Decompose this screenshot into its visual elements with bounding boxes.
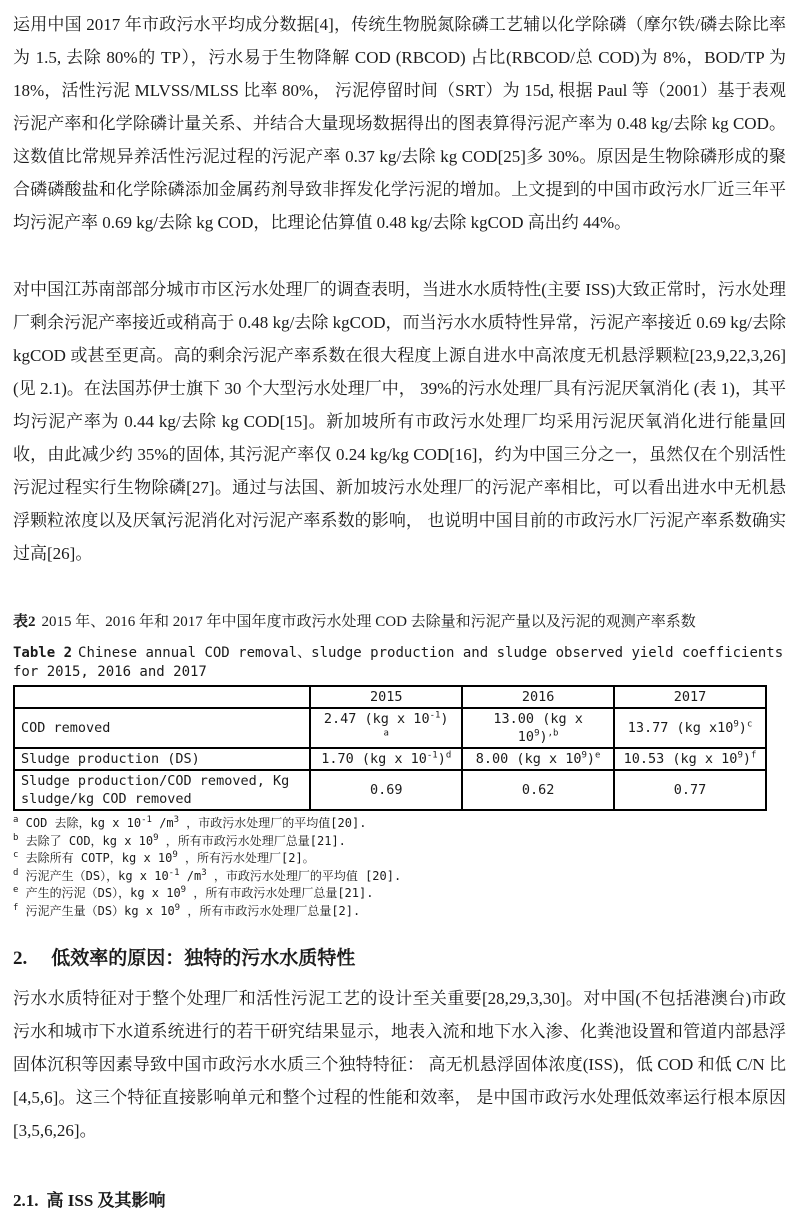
footnote-a: $^a$ COD 去除，kg x $10^{-1}$ $/m^3$ ，市政污水处理厂的平均值[20]. [13,815,367,830]
subsection-number: 2.1. [13,1191,39,1210]
cell-cod-2016: 13.00 (kg x $10^9)^{,b}$ [462,708,614,748]
column-header-2015: 2015 [310,686,462,708]
subsection-title: 高 ISS 及其影响 [46,1191,166,1210]
table-caption-english-label: Table 2 [13,645,73,661]
cell-sludge-2017: 10.53 (kg x $10^9)^f$ [614,748,766,770]
footnote-d: $^d$ 污泥产生（DS），kg x $10^{-1}$ $/m^3$ ，市政污水处理厂的平均值 [20]. [13,867,402,883]
table-caption-chinese [13,612,786,632]
table-row-sludge-production [14,748,766,770]
column-header-2016: 2016 [462,686,614,708]
paragraph-sludge-yield-theory: 运用中国 2017 年市政污水平均成分数据[4]，传统生物脱氮除磷工艺辅以化学除磷（摩尔铁/磷去除比率为 1.5, 去除 80%的 TP），污水易于生物降解 COD (RBCOD) 占比(RBCOD/总 COD)为 8%，BOD/TP 为 18%，活性污泥 MLVSS/MLSS 比率 80%， 污泥停留时间（SRT）为 15d, 根据 Paul 等（2001）基于表观污泥产率和化学除磷计量关系、并结合大量现场数据得出的图表算得污泥产率为 0.48 kg/去除 kg COD。这数值比常规异养活性污泥过程的污泥产率 0.37 kg/去除 kg COD[25]多 30%。原因是生物除磷形成的聚合磷磷酸盐和化学除磷添加金属药剂导致非挥发化学污泥的增加。上文提到的中国市政污水厂近三年平均污泥产率 0.69 kg/去除 kg COD，比理论估算值 0.48 kg/去除 kgCOD 高出约 44%。 [13,15,786,232]
subsection-heading-2-1 [13,1191,786,1211]
footnote-f: $^f$ 污泥产生量（DS）kg x $10^9$ ，所有市政污水处理厂总量[2]. [13,902,361,918]
paragraph-wastewater-characteristics: 污水水质特征对于整个处理厂和活性污泥工艺的设计至关重要[28,29,3,30]。对中国(不包括港澳台)市政污水和城市下水道系统进行的若干研究结果显示，地表入流和地下水入渗、化粪池设置和管道内部悬浮固体沉积等因素导致中国市政污水水质三个独特特征： 高无机悬浮固体浓度(ISS)，低 COD 和低 C/N 比[4,5,6]。这三个特征直接影响单元和整个过程的性能和效率， 是中国市政污水处理低效率运行根本原因[3,5,6,26]。 [13,989,786,1140]
cell-sludge-2016: 8.00 (kg x $10^9)^e$ [462,748,614,770]
paragraph-jiangsu-france-singapore: 对中国江苏南部部分城市市区污水处理厂的调查表明，当进水水质特性(主要 ISS)大致正常时，污水处理厂剩余污泥产率接近或稍高于 0.48 kg/去除 kgCOD，而当污水水质特性异常，污泥产率接近 0.69 kg/去除 kgCOD 或甚至更高。高的剩余污泥产率系数在很大程度上源自进水中高浓度无机悬浮颗粒[23,9,22,3,26](见 2.1)。在法国苏伊士旗下 30 个大型污水处理厂中， 39%的污水处理厂具有污泥厌氧消化 (表 1)，其平均污泥产率为 0.44 kg/去除 kg COD[15]。新加坡所有市政污水处理厂均采用污泥厌氧消化进行能量回收，由此减少约 35%的固体, 其污泥产率仅 0.24 kg/kg COD[16]，约为中国三分之一，虽然仅在个别活性污泥过程实行生物除磷[27]。通过与法国、新加坡污水处理厂的污泥产率相比，可以看出进水中无机悬浮颗粒浓度以及厌氧污泥消化对污泥产率系数的影响， 也说明中国目前的市政污水厂污泥产率系数确实过高[26]。 [13,280,786,563]
table-caption-english [13,644,786,682]
cod-sludge-table [13,685,767,811]
column-header-2017: 2017 [614,686,766,708]
section-heading-2 [13,948,786,970]
table-row-cod-removed [14,708,766,748]
table-caption-english-text: Chinese annual COD removal、sludge production and sludge observed yield coefficients for 2015, 2016 and 2017 [13,645,784,680]
row-label: Sludge production/COD removed, Kg sludge/kg COD removed [14,770,310,810]
row-label: COD removed [14,708,310,748]
cell-yield-2016: 0.62 [462,770,614,810]
table-caption-chinese-label: 表2 [13,614,36,630]
footnote-c: $^c$ 去除所有 COTP，kg x $10^9$ ，所有污水处理厂[2]。 [13,850,315,865]
cell-yield-2017: 0.77 [614,770,766,810]
table-row-yield-coefficient [14,770,766,810]
cell-cod-2017: 13.77 (kg $x10^9)^c$ [614,708,766,748]
table-caption-chinese-text: 2015 年、2016 年和 2017 年中国年度市政污水处理 COD 去除量和污泥产量以及污泥的观测产率系数 [41,614,696,630]
footnote-e: $^e$ 产生的污泥（DS），kg x $10^9$ ，所有市政污水处理厂总量[21]. [13,885,374,900]
table-header-row [14,686,766,708]
row-label: Sludge production (DS) [14,748,310,770]
cell-sludge-2015: 1.70 (kg x $10^{-1})^d$ [310,748,462,770]
section-title: 低效率的原因：独特的污水水质特性 [51,948,356,969]
table-corner-cell [14,686,310,708]
section-number: 2. [13,948,28,969]
cell-yield-2015: 0.69 [310,770,462,810]
cell-cod-2015: 2.47 (kg x $10^{-1}$) $^a$ [310,708,462,748]
table-footnotes [13,815,786,920]
footnote-b: $^b$ 去除了 COD，kg x $10^9$ ，所有市政污水处理厂总量[21]. [13,832,346,848]
